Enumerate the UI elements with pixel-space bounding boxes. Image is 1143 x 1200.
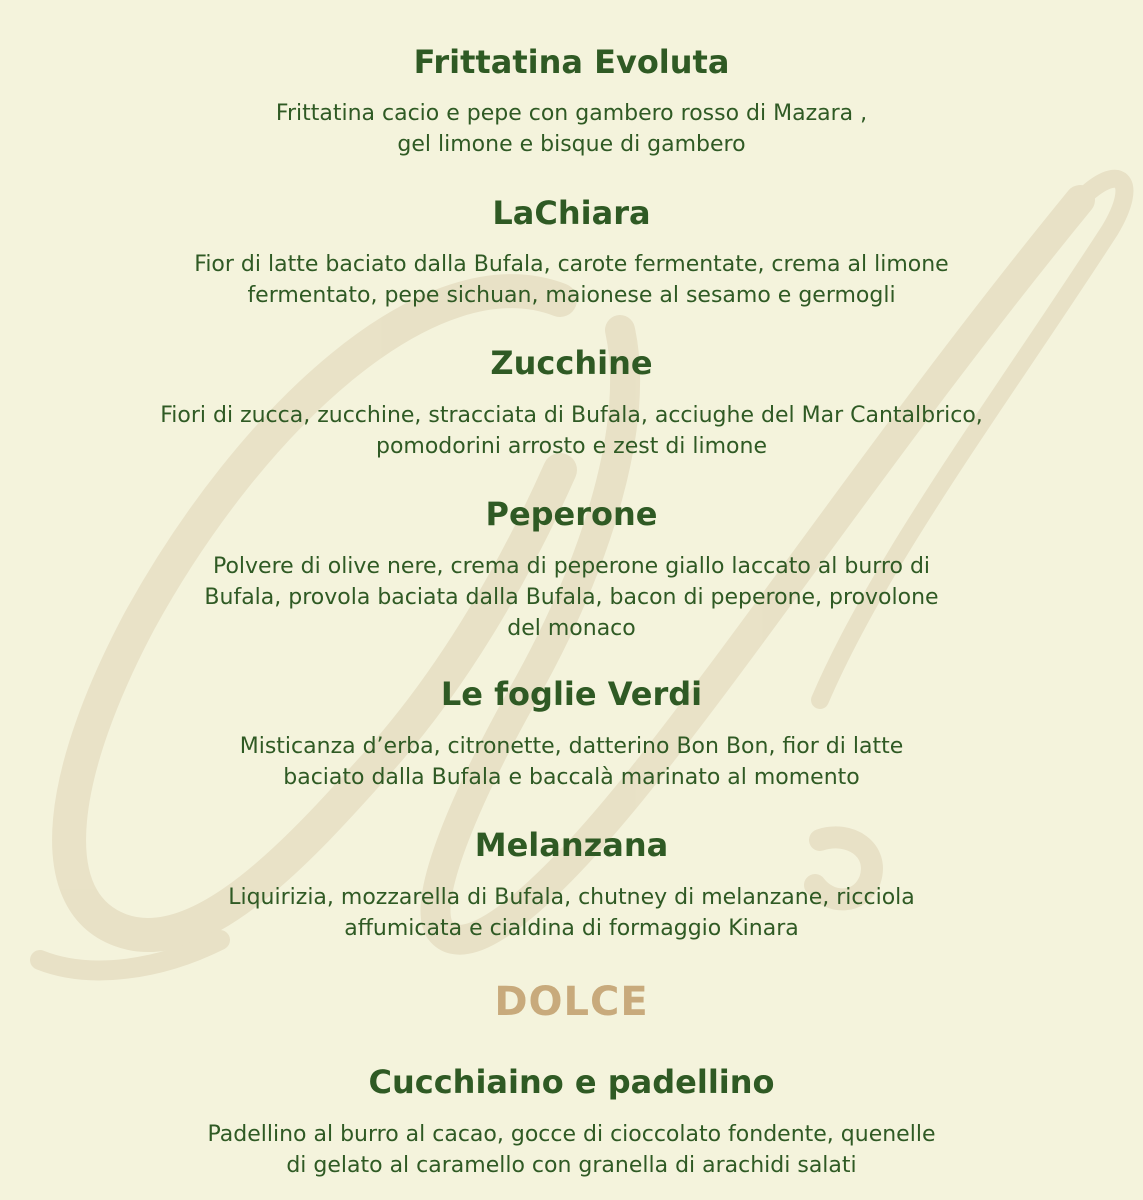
description-line: Bufala, provola baciata dalla Bufala, bacon di peperone, provolone <box>204 585 939 610</box>
section-title: DOLCE <box>494 979 649 1025</box>
description-line: Liquirizia, mozzarella di Bufala, chutney di melanzane, ricciola <box>228 885 915 910</box>
description-line: Padellino al burro al cacao, gocce di cioccolato fondente, quenelle <box>207 1122 936 1147</box>
dish-description <box>72 551 1072 644</box>
description-line: pomodorini arrosto e zest di limone <box>375 434 767 459</box>
description-line: Frittatina cacio e pepe con gambero rosso di Mazara , <box>275 101 868 126</box>
description-line: del monaco <box>507 616 636 641</box>
dessert-title: Cucchiaino e padellino <box>368 1063 775 1101</box>
description-line: Polvere di olive nere, crema di peperone giallo laccato al burro di <box>212 554 931 579</box>
description-line: Fiori di zucca, zucchine, stracciata di Bufala, acciughe del Mar Cantalbrico, <box>160 403 983 428</box>
description-line: Misticanza d’erba, citronette, datterino Bon Bon, fior di latte <box>239 734 904 759</box>
description-line: affumicata e cialdina di formaggio Kinara <box>344 916 799 941</box>
dish-description <box>32 400 1112 462</box>
dish-title: Le foglie Verdi <box>440 675 703 713</box>
description-line: fermentato, pepe sichuan, maionese al sesamo e germogli <box>247 283 896 308</box>
dish-title: Peperone <box>485 495 658 533</box>
dish-title: Frittatina Evoluta <box>413 43 730 81</box>
description-line: Fior di latte baciato dalla Bufala, carote fermentate, crema al limone <box>194 252 949 277</box>
dish-description <box>122 731 1022 793</box>
dish-title: LaChiara <box>492 194 651 232</box>
dish-title: Melanzana <box>474 826 669 864</box>
dish-description <box>122 882 1022 944</box>
description-line: di gelato al caramello con granella di arachidi salati <box>286 1153 857 1178</box>
dish-description <box>72 249 1072 311</box>
dish-description <box>122 98 1022 160</box>
description-line: baciato dalla Bufala e baccalà marinato al momento <box>283 765 860 790</box>
description-line: gel limone e bisque di gambero <box>397 132 746 157</box>
dish-title: Zucchine <box>490 344 653 382</box>
dessert-description <box>82 1119 1062 1181</box>
